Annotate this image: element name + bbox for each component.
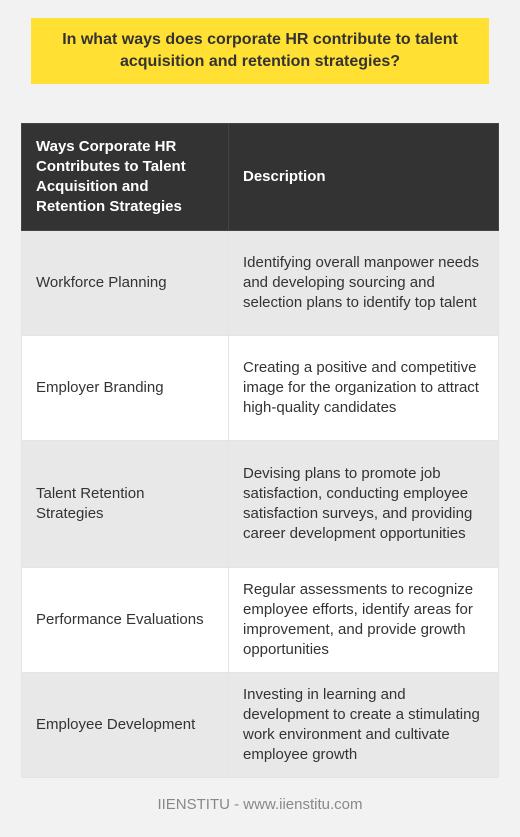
row-way-cell: Employer Branding xyxy=(22,336,229,441)
table-row xyxy=(22,336,499,441)
table-row xyxy=(22,231,499,336)
table-row xyxy=(22,568,499,673)
row-way-cell: Workforce Planning xyxy=(22,231,229,336)
row-way-cell: Employee Development xyxy=(22,673,229,778)
table-row xyxy=(22,673,499,778)
footer-credit: IIENSTITU - www.iienstitu.com xyxy=(157,796,363,813)
page-title: In what ways does corporate HR contribute to talent acquisition and retention strategies? xyxy=(31,18,489,84)
table-row xyxy=(22,441,499,568)
row-description-cell: Identifying overall manpower needs and developing sourcing and selection plans to identify top talent xyxy=(229,231,499,336)
row-way-cell: Performance Evaluations xyxy=(22,568,229,673)
row-way-cell: Talent Retention Strategies xyxy=(22,441,229,568)
row-description-cell: Creating a positive and competitive image for the organization to attract high-quality candidates xyxy=(229,336,499,441)
table-header-row xyxy=(22,124,499,231)
row-description-cell: Regular assessments to recognize employee efforts, identify areas for improvement, and provide growth opportunities xyxy=(229,568,499,673)
row-description-cell: Devising plans to promote job satisfaction, conducting employee satisfaction surveys, and providing career development opportunities xyxy=(229,441,499,568)
column-header-description: Description xyxy=(229,124,499,231)
row-description-cell: Investing in learning and development to create a stimulating work environment and cultivate employee growth xyxy=(229,673,499,778)
column-header-ways: Ways Corporate HR Contributes to Talent Acquisition and Retention Strategies xyxy=(22,124,229,231)
hr-strategies-table xyxy=(21,123,499,778)
